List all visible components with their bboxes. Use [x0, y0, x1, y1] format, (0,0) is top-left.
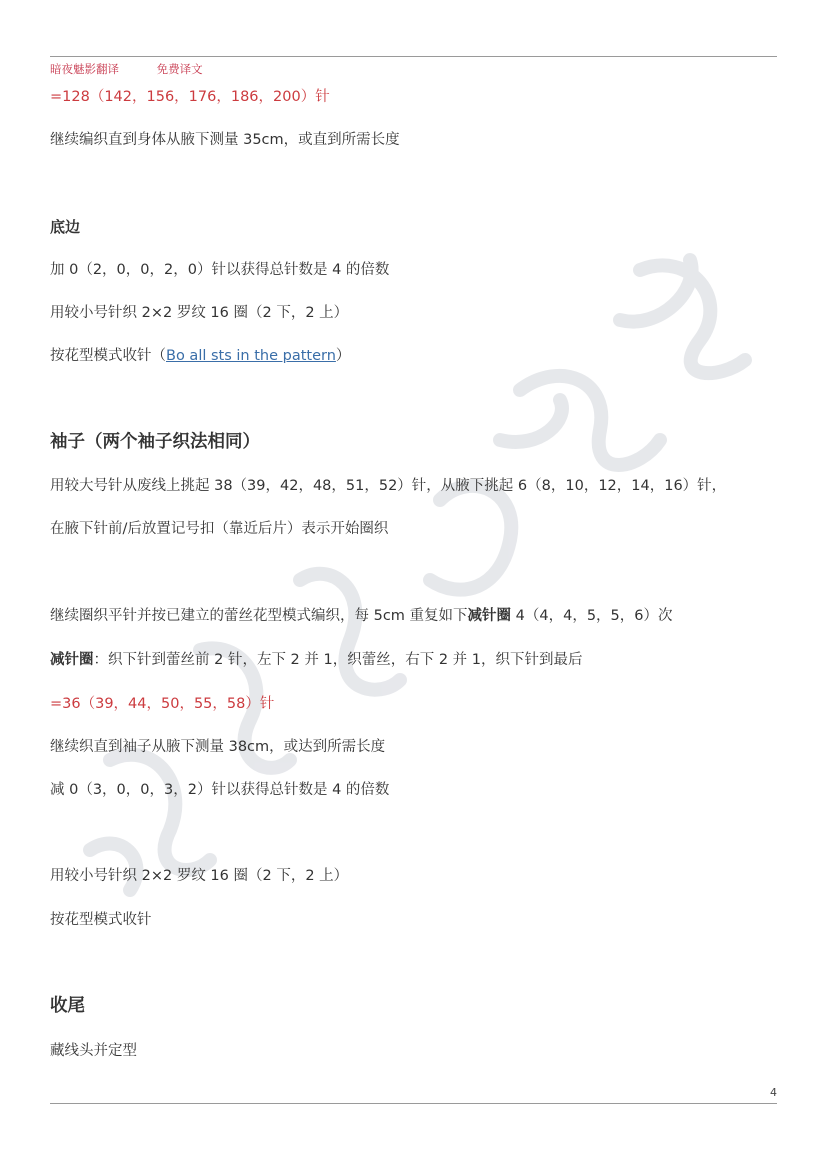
sleeve-pickup-line-1: 用较大号针从废线上挑起 38（39，42，48，51，52）针，从腋下挑起 6（8，10，12，14，16）针，: [50, 478, 727, 494]
finishing-text: 藏线头并定型: [50, 1043, 137, 1059]
sleeve-pickup-line-2: 在腋下针前/后放置记号扣（靠近后片）表示开始圈织: [50, 521, 389, 537]
hem-bind-off-prefix: 按花型模式收针（: [50, 348, 166, 364]
sleeve-bind-off-text: 按花型模式收针: [50, 912, 152, 928]
sleeve-rib-text: 用较小号针织 2×2 罗纹 16 圈（2 下，2 上）: [50, 868, 349, 884]
sleeve-continue-prefix: 继续圈织平针并按已建立的蕾丝花型模式编织，每 5cm 重复如下: [50, 608, 468, 624]
page-header: [50, 61, 237, 77]
translator-credit: 暗夜魅影翻译: [50, 62, 119, 76]
sleeve-continue-text: [50, 606, 673, 626]
body-continue-text: 继续编织直到身体从腋下测量 35cm，或直到所需长度: [50, 132, 400, 148]
sleeves-heading: 袖子（两个袖子织法相同）: [50, 432, 260, 452]
decrease-round-term: 减针圈: [467, 608, 512, 624]
sleeve-continue-suffix: 4（4，4，5，5，6）次: [511, 608, 673, 624]
body-stitch-total: =128（142，156，176，186，200）针: [50, 89, 330, 105]
hem-bind-off-text: [50, 346, 350, 366]
hem-increase-text: 加 0（2，0，0，2，0）针以获得总针数是 4 的倍数: [50, 262, 390, 278]
hem-rib-text: 用较小号针织 2×2 罗纹 16 圈（2 下，2 上）: [50, 305, 349, 321]
decrease-round-text: ：织下针到蕾丝前 2 针，左下 2 并 1，织蕾丝，右下 2 并 1，织下针到最后: [93, 652, 583, 668]
hem-bind-off-suffix: ）: [335, 348, 351, 364]
free-translation-note: 免费译文: [156, 62, 203, 76]
sleeve-length-text: 继续织直到袖子从腋下测量 38cm，或达到所需长度: [50, 739, 386, 755]
header-rule: [50, 56, 777, 57]
page-number: 4: [770, 1086, 777, 1099]
footer-rule: [50, 1103, 777, 1104]
bind-off-pattern-link[interactable]: Bo all sts in the pattern: [166, 348, 336, 364]
decrease-round-label: 减针圈: [50, 652, 94, 668]
sleeve-stitch-total: =36（39，44，50，55，58）针: [50, 696, 275, 712]
finishing-heading: 收尾: [50, 996, 85, 1016]
sleeve-reduce-text: 减 0（3，0，0，3，2）针以获得总针数是 4 的倍数: [50, 782, 390, 798]
hem-heading: 底边: [50, 218, 81, 236]
decrease-round-definition: [50, 650, 583, 670]
